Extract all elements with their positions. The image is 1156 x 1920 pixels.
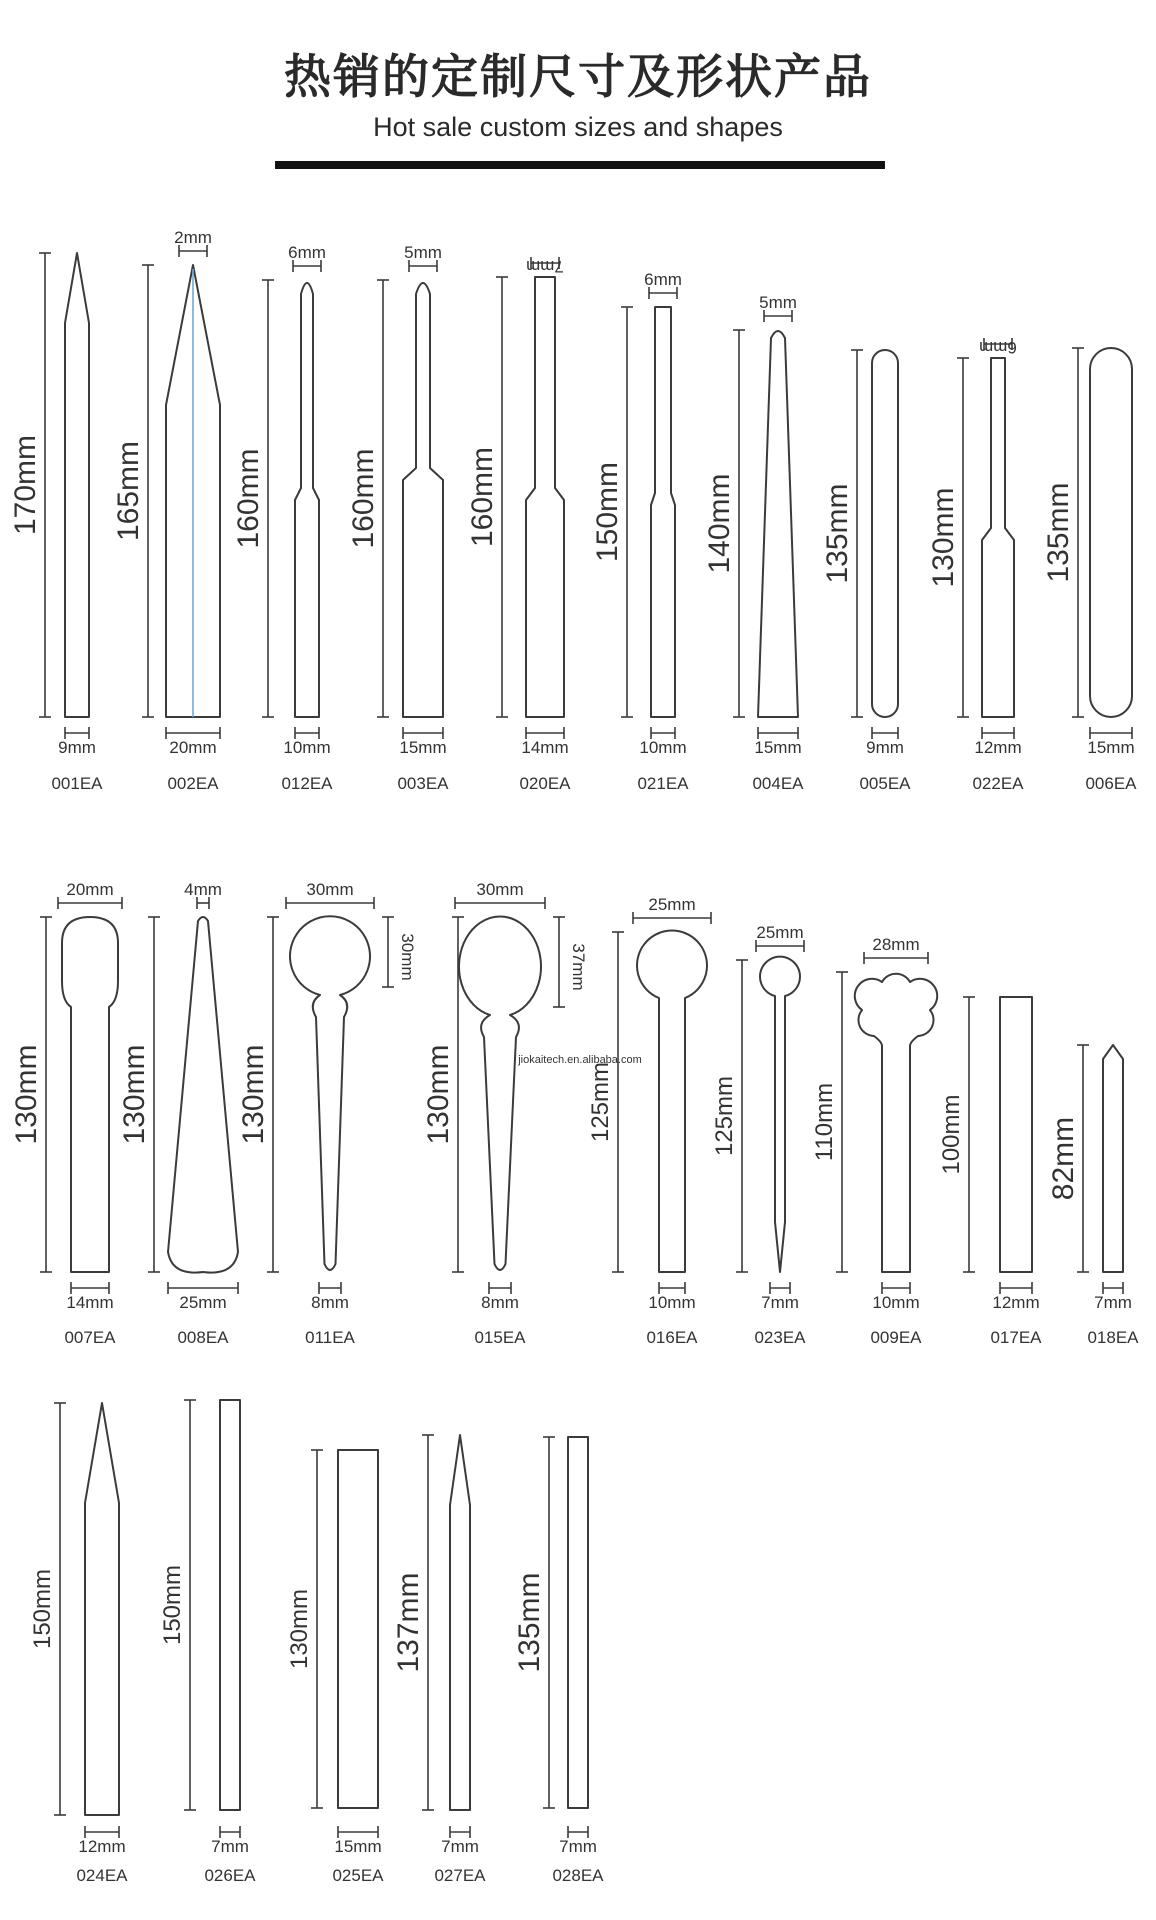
width-label: 7mm — [1094, 1293, 1132, 1312]
product-028ea — [513, 1437, 604, 1885]
product-code: 023EA — [754, 1328, 806, 1347]
page-title: 热销的定制尺寸及形状产品 — [284, 50, 872, 105]
stick-outline — [403, 283, 443, 717]
length-label: 135mm — [821, 483, 854, 584]
length-label: 125mm — [587, 1061, 614, 1143]
length-label: 150mm — [591, 461, 624, 563]
length-label: 100mm — [938, 1094, 965, 1175]
tip-label: 4mm — [184, 880, 222, 899]
product-code: 002EA — [167, 774, 219, 793]
stick-outline — [85, 1403, 119, 1815]
stick-outline — [568, 1437, 588, 1808]
product-code: 017EA — [990, 1328, 1042, 1347]
width-label: 25mm — [179, 1293, 227, 1312]
width-label: 12mm — [78, 1837, 126, 1856]
product-012ea — [232, 243, 333, 793]
product-code: 004EA — [752, 774, 804, 793]
product-code: 015EA — [474, 1328, 526, 1347]
width-label: 8mm — [481, 1293, 519, 1312]
product-005ea — [821, 350, 911, 793]
product-code: 009EA — [870, 1328, 922, 1347]
length-label: 82mm — [1047, 1116, 1080, 1201]
product-code: 024EA — [76, 1866, 128, 1885]
product-code: 001EA — [51, 774, 103, 793]
length-label: 130mm — [927, 487, 960, 588]
length-label: 160mm — [232, 448, 265, 549]
length-label: 130mm — [286, 1588, 313, 1670]
product-007ea — [10, 880, 122, 1347]
tip-label: 6mm — [644, 270, 682, 289]
product-027ea — [392, 1435, 486, 1885]
product-001ea — [9, 253, 103, 793]
tip-label: 7mm — [526, 257, 564, 276]
width-label: 10mm — [872, 1293, 920, 1312]
product-code: 022EA — [972, 774, 1024, 793]
length-label: 170mm — [9, 434, 42, 536]
product-020ea — [466, 257, 571, 793]
width-label: 10mm — [648, 1293, 696, 1312]
width-label: 12mm — [992, 1293, 1040, 1312]
stick-outline — [760, 957, 800, 1272]
tip-label: 5mm — [759, 293, 797, 312]
product-code: 005EA — [859, 774, 911, 793]
tip-label: 20mm — [66, 880, 114, 899]
width-label: 7mm — [211, 1837, 249, 1856]
product-024ea — [29, 1403, 128, 1885]
tip-label: 25mm — [756, 923, 804, 942]
stick-outline — [1103, 1045, 1123, 1272]
stick-outline — [168, 917, 238, 1273]
product-code: 025EA — [332, 1866, 384, 1885]
length-label: 140mm — [703, 473, 736, 574]
length-label: 130mm — [422, 1044, 455, 1145]
product-code: 021EA — [637, 774, 689, 793]
product-code: 003EA — [397, 774, 449, 793]
width-label: 15mm — [399, 738, 447, 757]
stick-outline — [295, 283, 319, 717]
length-label: 160mm — [347, 448, 380, 549]
stick-outline — [855, 974, 937, 1272]
stick-outline — [62, 917, 118, 1272]
width-label: 8mm — [311, 1293, 349, 1312]
product-017ea — [938, 997, 1042, 1347]
width-label: 7mm — [761, 1293, 799, 1312]
head-label: 30mm — [398, 933, 417, 981]
tip-label: 30mm — [306, 880, 354, 899]
stick-outline — [1090, 348, 1132, 717]
product-021ea — [591, 270, 689, 793]
stick-outline — [982, 358, 1014, 717]
tip-label: 25mm — [648, 895, 696, 914]
head-label: 37mm — [569, 943, 588, 991]
stick-outline — [459, 917, 541, 1270]
width-label: 7mm — [441, 1837, 479, 1856]
tip-label: 28mm — [872, 935, 920, 954]
stick-outline — [450, 1435, 470, 1810]
stick-outline — [872, 350, 898, 717]
stick-outline — [290, 916, 370, 1270]
width-label: 9mm — [866, 738, 904, 757]
width-label: 15mm — [334, 1837, 382, 1856]
length-label: 135mm — [513, 1572, 546, 1673]
product-code: 028EA — [552, 1866, 604, 1885]
length-label: 137mm — [392, 1572, 425, 1673]
product-code: 011EA — [305, 1328, 355, 1347]
product-008ea — [118, 880, 238, 1347]
product-code: 012EA — [281, 774, 333, 793]
product-003ea — [347, 243, 449, 793]
width-label: 15mm — [1087, 738, 1135, 757]
length-label: 150mm — [159, 1564, 186, 1646]
tip-label: 6mm — [288, 243, 326, 262]
product-023ea — [711, 923, 806, 1347]
product-code: 006EA — [1085, 774, 1137, 793]
product-004ea — [703, 293, 804, 793]
product-025ea — [286, 1450, 384, 1885]
length-label: 150mm — [29, 1568, 56, 1650]
stick-outline — [758, 331, 798, 717]
length-label: 130mm — [118, 1044, 151, 1145]
stick-outline — [637, 931, 707, 1272]
page-subtitle: Hot sale custom sizes and shapes — [373, 112, 783, 142]
length-label: 135mm — [1042, 482, 1075, 583]
width-label: 10mm — [639, 738, 687, 757]
length-label: 160mm — [466, 446, 499, 548]
product-code: 018EA — [1087, 1328, 1139, 1347]
product-009ea — [811, 935, 937, 1347]
length-label: 130mm — [10, 1044, 43, 1145]
product-018ea — [1047, 1045, 1139, 1347]
product-016ea — [587, 895, 711, 1347]
tip-label: 30mm — [476, 880, 524, 899]
product-code: 027EA — [434, 1866, 486, 1885]
product-code: 007EA — [64, 1328, 116, 1347]
width-label: 20mm — [169, 738, 217, 757]
width-label: 10mm — [283, 738, 331, 757]
product-011ea — [237, 880, 417, 1347]
width-label: 9mm — [58, 738, 96, 757]
product-code: 016EA — [646, 1328, 698, 1347]
length-label: 125mm — [711, 1075, 738, 1157]
stick-outline — [338, 1450, 378, 1808]
stick-outline — [220, 1400, 240, 1810]
width-label: 14mm — [66, 1293, 114, 1312]
length-label: 130mm — [237, 1044, 270, 1145]
tip-label: 6mm — [979, 338, 1017, 357]
tip-label: 2mm — [174, 228, 212, 247]
product-006ea — [1042, 348, 1137, 793]
product-015ea — [422, 880, 588, 1347]
width-label: 12mm — [974, 738, 1022, 757]
width-label: 14mm — [521, 738, 569, 757]
product-022ea — [927, 338, 1024, 793]
stick-outline — [651, 307, 675, 717]
product-code: 020EA — [519, 774, 571, 793]
product-code: 026EA — [204, 1866, 256, 1885]
stick-outline — [65, 253, 89, 717]
width-label: 7mm — [559, 1837, 597, 1856]
stick-outline — [1000, 997, 1032, 1272]
width-label: 15mm — [754, 738, 802, 757]
product-code: 008EA — [177, 1328, 229, 1347]
product-002ea — [112, 228, 220, 793]
watermark: jiokaitech.en.alibaba.com — [518, 1054, 642, 1066]
length-label: 165mm — [112, 440, 145, 542]
length-label: 110mm — [811, 1082, 838, 1162]
stick-outline — [526, 277, 564, 717]
tip-label: 5mm — [404, 243, 442, 262]
product-026ea — [159, 1400, 256, 1885]
